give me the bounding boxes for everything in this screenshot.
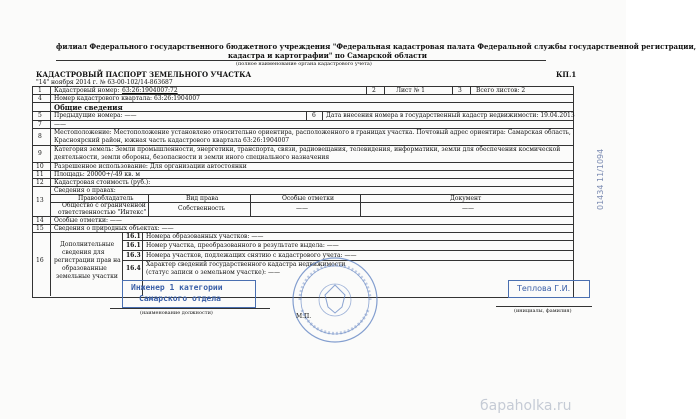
position-underline xyxy=(110,308,270,309)
position-caption: (наименование должности) xyxy=(140,310,213,316)
location-line2: Красноярский район, южная часть кадастрового квартала 63:26:1904007 xyxy=(54,137,290,144)
header-line1: филиал Федерального государственного бюджетного учреждения "Федеральная кадастровая палата Федеральной службы государственной регистрации, xyxy=(56,42,696,51)
header-caption: (полное наименование органа кадастрового учета) xyxy=(236,61,372,67)
sub16-1-num: 16.1 xyxy=(126,233,141,240)
sub-line xyxy=(122,240,573,241)
sheet-number: Лист № 1 xyxy=(396,87,425,94)
general-info-label: Общие сведения xyxy=(54,103,123,112)
permitted-use: Разрешенное использование: Для организации автостоянки xyxy=(54,163,247,170)
rights-header-holder: Правообладатель xyxy=(78,195,134,202)
natural-objects: Сведения о природных объектах: —— xyxy=(54,225,174,232)
sub16-2-text: Номер участка, преобразованного в результате выдела: —— xyxy=(146,242,339,249)
sub16-4-num: 16.4 xyxy=(126,265,141,272)
row1-div2 xyxy=(384,86,385,94)
row7-text: —— xyxy=(54,121,66,128)
side-handwritten-note: 01434 11/1094 xyxy=(596,148,605,210)
row1-div3 xyxy=(452,86,453,94)
row16-num: 16 xyxy=(36,257,44,264)
row1-div4 xyxy=(470,86,471,94)
row6-num: 6 xyxy=(312,112,316,119)
cadastral-quarter: Номер кадастрового квартала: 63:26:1904007 xyxy=(54,95,200,102)
sub16-2-num: 16.1 xyxy=(126,242,141,249)
sub16-3-num: 16.3 xyxy=(126,252,141,259)
special-marks: Особые отметки: —— xyxy=(54,217,122,224)
watermark: бараholka.ru xyxy=(480,398,572,414)
row14-num: 14 xyxy=(36,217,44,224)
row1-div1 xyxy=(366,86,367,94)
holder-line2: ответственностью "Интекс" xyxy=(58,209,147,216)
row1-label: Кадастровый номер: xyxy=(54,87,120,94)
rights-header-doc: Документ xyxy=(450,195,482,202)
row16-label-5: земельные участки xyxy=(56,273,118,280)
name-underline xyxy=(496,306,592,307)
position-stamp xyxy=(122,280,256,308)
row8-num: 8 xyxy=(38,133,42,140)
sub16-4-line1: Характер сведений государственного кадастра недвижимости xyxy=(146,261,346,268)
official-seal xyxy=(290,255,380,345)
category-line1: Категория земель: Земли промышленности, энергетики, транспорта, связи, радиовещания, телевидения, информатики, земли для обеспечения космической xyxy=(54,146,561,153)
row16-label-1: Дополнительные xyxy=(60,241,115,248)
row6-div xyxy=(322,111,323,120)
rights-label: Сведения о правах: xyxy=(54,187,116,194)
row7-num: 7 xyxy=(38,121,42,128)
mp-label: М.П. xyxy=(296,313,312,320)
stamp-line1: Инженер 1 категории xyxy=(131,283,223,292)
row16-label-4: образованные xyxy=(62,265,107,272)
row1-n2: 2 xyxy=(372,87,376,94)
row5-div xyxy=(306,111,307,120)
category-line2: деятельности, земли обороны, безопасности и земли иного специального назначения xyxy=(54,154,330,161)
header-line2: кадастра и картографии" по Самарской области xyxy=(228,51,427,60)
sub16-4-line2: (статус записи о земельном участке): —— xyxy=(146,269,280,276)
entry-date: Дата внесения номера в государственный кадастр недвижимости: 19.04.2013 xyxy=(326,112,575,119)
rights-marks: —— xyxy=(296,205,308,212)
sub16-3-text: Номера участков, подлежащих снятию с кадастрового учета: —— xyxy=(146,252,357,259)
right-type: Собственность xyxy=(178,205,225,212)
rights-div2 xyxy=(250,194,251,216)
row11-num: 11 xyxy=(36,171,44,178)
cadastral-value: Кадастровая стоимость (руб.): xyxy=(54,179,151,186)
row10-num: 10 xyxy=(36,163,44,170)
row16-label-3: регистрации прав на xyxy=(54,257,121,264)
area: Площадь: 20000+/-49 кв. м xyxy=(54,171,141,178)
rights-div1 xyxy=(148,194,149,216)
previous-numbers: Предыдущие номера: —— xyxy=(54,112,137,119)
cadastral-number: 63:26:1904007:72 xyxy=(122,87,178,94)
num-col-divider xyxy=(50,86,51,296)
row16-label-2: сведения для xyxy=(62,249,105,256)
row1-n3: 3 xyxy=(458,87,462,94)
row5-num: 5 xyxy=(38,112,42,119)
row-line xyxy=(32,120,573,121)
form-code: КП.1 xyxy=(556,70,577,79)
doc-title: КАДАСТРОВЫЙ ПАСПОРТ ЗЕМЕЛЬНОГО УЧАСТКА xyxy=(36,70,252,79)
total-sheets: Всего листов: 2 xyxy=(476,87,526,94)
rights-header-type: Вид права xyxy=(186,195,219,202)
location-line1: Местоположение: Местоположение установлено относительно ориентира, расположенного в границах участка. Почтовый адрес ориентира: Самарская область, xyxy=(54,129,571,136)
row12-num: 12 xyxy=(36,179,44,186)
rights-div3 xyxy=(360,194,361,216)
row4-num: 4 xyxy=(38,95,42,102)
rights-doc: —— xyxy=(462,205,474,212)
row9-num: 9 xyxy=(38,150,42,157)
name-stamp xyxy=(508,280,590,298)
row13-num: 13 xyxy=(36,197,44,204)
name-caption: (инициалы, фамилия) xyxy=(514,308,572,314)
sub16-1-text: Номера образованных участков: —— xyxy=(146,233,264,240)
signer-name: Теплова Г.И. xyxy=(517,284,571,293)
sub-line xyxy=(122,250,573,251)
holder-line1: Общество с ограниченной xyxy=(62,202,146,209)
doc-date-number: "14" ноября 2014 г. № 63-00-102/14-863687 xyxy=(36,79,173,86)
stamp-line2: Самарского отдела xyxy=(139,294,221,303)
row15-num: 15 xyxy=(36,225,44,232)
rights-header-marks: Особые отметки xyxy=(282,195,334,202)
row-line xyxy=(32,232,573,233)
row1-num: 1 xyxy=(38,87,42,94)
